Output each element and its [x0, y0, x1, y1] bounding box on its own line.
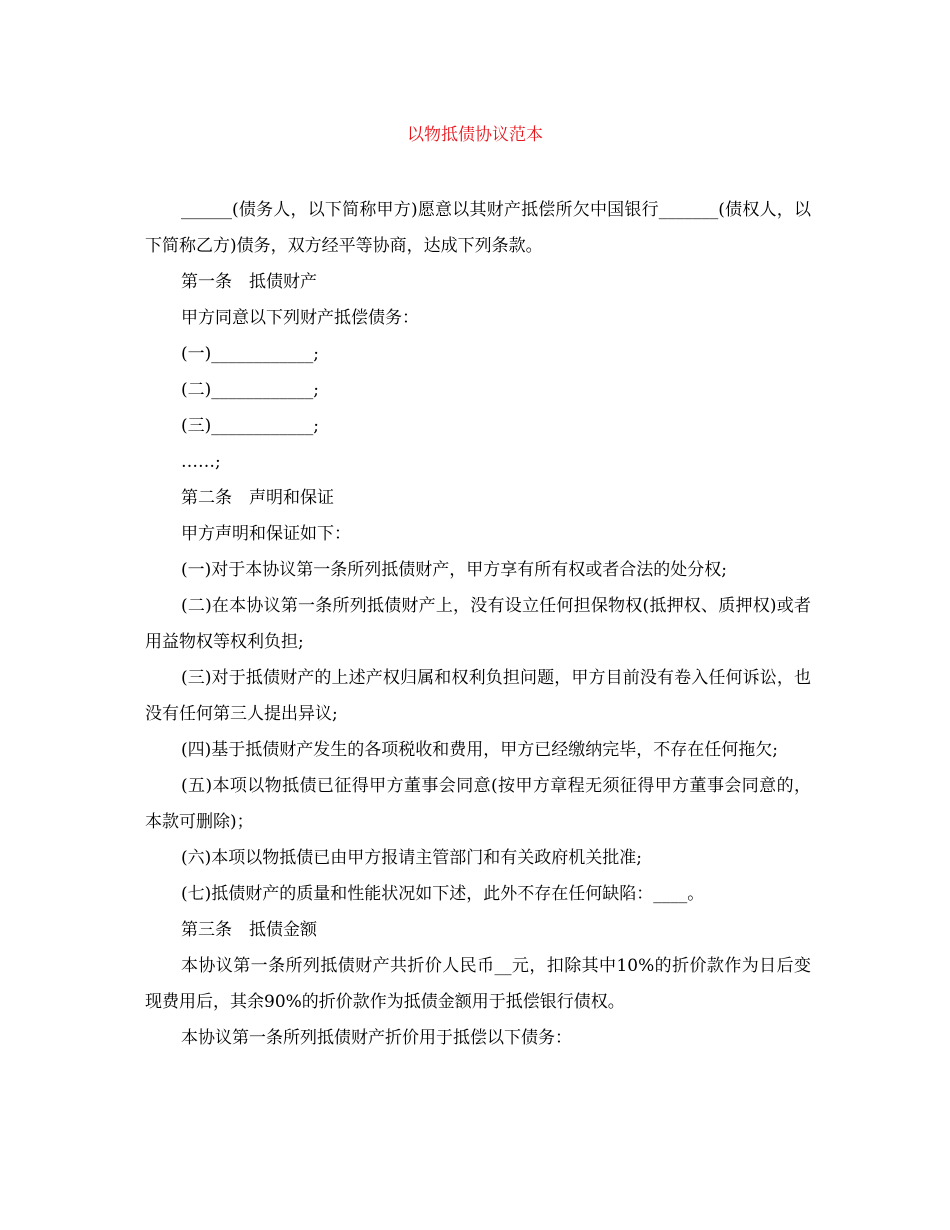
- document-body: [145, 192, 811, 1056]
- property-item-2: (二)____________;: [181, 380, 319, 400]
- property-item-3: (三)____________;: [181, 416, 319, 436]
- property-item-more: ……;: [181, 452, 221, 472]
- article-3-paragraph: 本协议第一条所列抵债财产共折价人民币__元，扣除其中10%的折价款作为日后变现费用后，其余90%的折价款作为抵债金额用于抵偿银行债权。: [145, 956, 811, 1012]
- article-1-heading: 第一条 抵债财产: [181, 272, 317, 292]
- warranty-item-4: (四)基于抵债财产发生的各项税收和费用，甲方已经缴纳完毕，不存在任何拖欠;: [181, 740, 778, 760]
- warranty-item-5: (五)本项以物抵债已征得甲方董事会同意(按甲方章程无须征得甲方董事会同意的，本款可删除)；: [145, 776, 811, 832]
- warranty-item-2: (二)在本协议第一条所列抵债财产上，没有设立任何担保物权(抵押权、质押权)或者用益物权等权利负担;: [145, 596, 811, 652]
- warranty-item-6: (六)本项以物抵债已由甲方报请主管部门和有关政府机关批准;: [181, 848, 642, 868]
- warranty-item-3: (三)对于抵债财产的上述产权归属和权利负担问题，甲方目前没有卷入任何诉讼，也没有任何第三人提出异议;: [145, 668, 811, 724]
- article-3-debts-paragraph: 本协议第一条所列抵债财产折价用于抵偿以下债务：: [181, 1028, 572, 1048]
- property-item-1: (一)____________;: [181, 344, 319, 364]
- article-2-paragraph: 甲方声明和保证如下：: [181, 524, 351, 544]
- intro-paragraph: ______(债务人，以下简称甲方)愿意以其财产抵偿所欠中国银行_______(债权人，以下简称乙方)债务，双方经平等协商，达成下列条款。: [145, 200, 811, 256]
- warranty-item-1: (一)对于本协议第一条所列抵债财产，甲方享有所有权或者合法的处分权;: [181, 560, 727, 580]
- article-3-heading: 第三条 抵债金额: [181, 920, 317, 940]
- document-title: 以物抵债协议范本: [407, 125, 543, 145]
- warranty-item-7: (七)抵债财产的质量和性能状况如下述，此外不存在任何缺陷：____。: [181, 884, 705, 904]
- article-2-heading: 第二条 声明和保证: [181, 488, 334, 508]
- article-1-paragraph: 甲方同意以下列财产抵偿债务：: [181, 308, 419, 328]
